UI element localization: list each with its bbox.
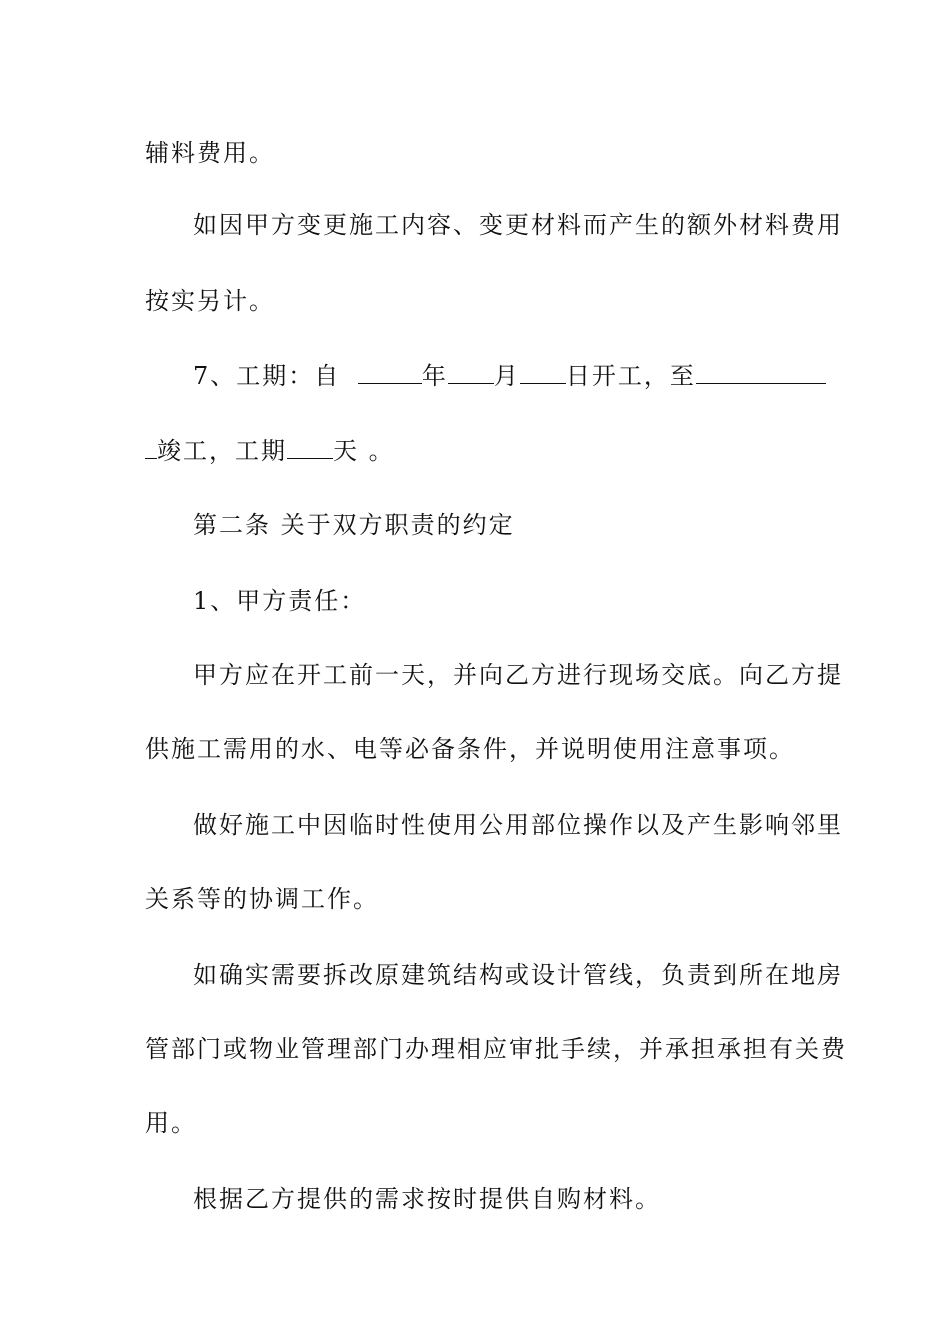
completion-label: 竣工，工期	[157, 437, 287, 465]
paragraph-line: 按实另计。	[145, 287, 275, 315]
paragraph-line: 根据乙方提供的需求按时提供自购材料。	[193, 1185, 661, 1213]
schedule-line-2	[145, 436, 810, 466]
paragraph-line: 用。	[145, 1109, 197, 1137]
days-label: 天 。	[333, 437, 395, 465]
subsection-heading: 1、甲方责任：	[193, 587, 367, 615]
paragraph-line: 如确实需要拆改原建筑结构或设计管线，负责到所在地房	[193, 961, 843, 989]
days-blank	[287, 436, 333, 459]
paragraph-line: 管部门或物业管理部门办理相应审批手续，并承担承担有关费	[145, 1035, 847, 1063]
schedule-line	[193, 361, 858, 391]
paragraph-line: 甲方应在开工前一天，并向乙方进行现场交底。向乙方提	[193, 661, 843, 689]
month-blank	[448, 361, 494, 384]
month-label: 月	[493, 362, 520, 390]
paragraph-line: 做好施工中因临时性使用公用部位操作以及产生影响邻里	[193, 811, 843, 839]
section-heading: 第二条 关于双方职责的约定	[193, 511, 515, 539]
end-date-blank	[696, 361, 826, 384]
paragraph-line: 供施工需用的水、电等必备条件，并说明使用注意事项。	[145, 735, 795, 763]
schedule-prefix: 7、工期：自	[193, 362, 350, 390]
year-label: 年	[421, 362, 448, 390]
paragraph-line: 关系等的协调工作。	[145, 885, 379, 913]
start-label: 日开工，至	[565, 362, 696, 390]
paragraph-line: 如因甲方变更施工内容、变更材料而产生的额外材料费用	[193, 211, 843, 239]
end-date-blank-cont	[145, 436, 157, 459]
paragraph-line: 辅料费用。	[145, 139, 275, 167]
day-blank	[520, 361, 566, 384]
year-blank	[358, 361, 422, 384]
